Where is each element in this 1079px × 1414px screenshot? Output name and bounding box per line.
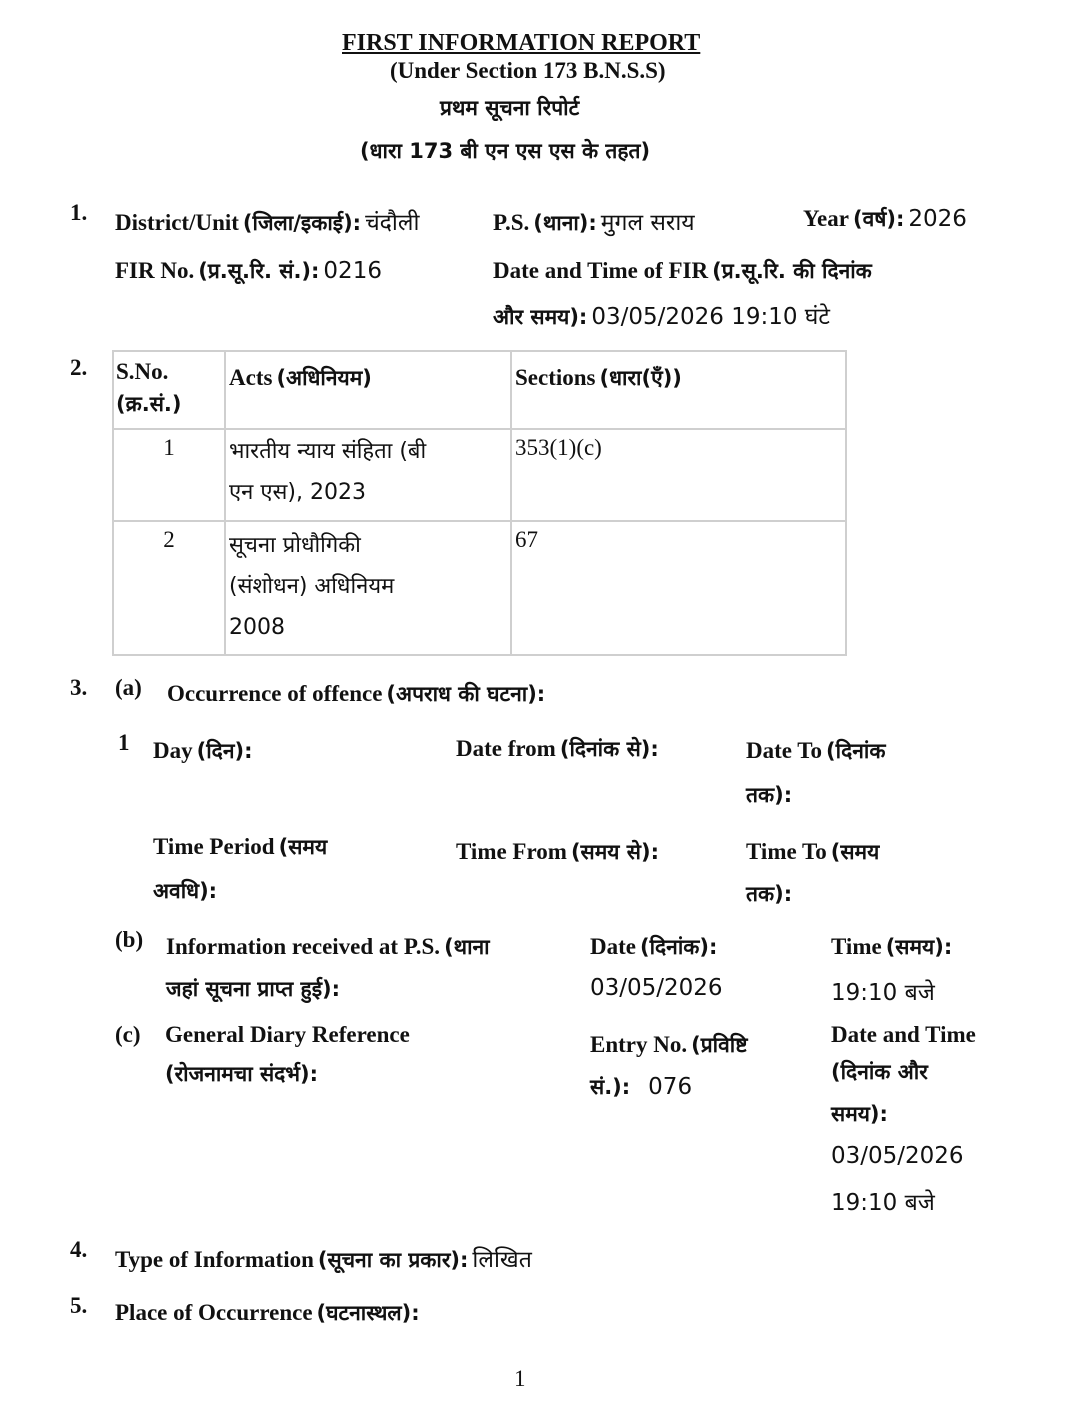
row-2-section <box>511 521 846 655</box>
time-from-field <box>456 838 659 866</box>
entry-number-value-field <box>590 1073 692 1101</box>
gd-date-value: 03/05/2026 <box>831 1143 964 1169</box>
ps-value: मुगल सराय <box>600 210 695 236</box>
time-period-label-hindi-2: अवधि): <box>153 879 218 903</box>
year-value: 2026 <box>908 206 967 232</box>
date-to-label-hindi-2: तक): <box>746 783 793 807</box>
time-to-field <box>746 838 879 866</box>
info-received-label-hindi-2: जहां सूचना प्राप्त हुई): <box>166 977 341 1001</box>
entry-number-label-hindi-2: सं.): <box>590 1075 631 1099</box>
gd-datetime-label-hindi-2: समय): <box>831 1102 888 1126</box>
day-label-hindi: (दिन): <box>196 739 253 763</box>
info-date-value: 03/05/2026 <box>590 975 723 1001</box>
section-1-number: 1. <box>70 200 88 225</box>
general-diary-label-hindi: (रोजनामचा संदर्भ): <box>165 1062 319 1086</box>
row-2-act-line-3: 2008 <box>229 615 285 640</box>
section-3-number: 3. <box>70 675 88 700</box>
district-value: चंदौली <box>365 210 420 236</box>
info-time-label: Time <box>831 934 882 959</box>
date-from-label-hindi: (दिनांक से): <box>559 737 659 761</box>
info-date-label-hindi: (दिनांक): <box>639 935 718 959</box>
report-subtitle: (Under Section 173 B.N.S.S) <box>390 58 666 83</box>
day-label: Day <box>153 738 193 763</box>
time-period-field <box>153 833 327 861</box>
fir-datetime-label <box>493 257 872 285</box>
district-label-hindi: (जिला/इकाई): <box>242 211 362 235</box>
entry-number-label: Entry No. <box>590 1032 688 1057</box>
fir-datetime-value: 03/05/2026 19:10 घंटे <box>591 304 830 330</box>
info-time-value: 19:10 बजे <box>831 980 935 1006</box>
report-subtitle-hindi: (धारा 173 बी एन एस एस के तहत) <box>360 139 651 163</box>
fir-label: FIR No. <box>115 258 195 283</box>
occurrence-row-number: 1 <box>118 730 130 755</box>
entry-number-label-hindi: (प्रविष्टि <box>691 1033 748 1057</box>
row-1-section <box>511 429 846 521</box>
day-field <box>153 737 252 765</box>
ps-label-hindi: (थाना): <box>533 211 597 235</box>
page-number: 1 <box>514 1366 526 1391</box>
occurrence-heading <box>167 680 545 708</box>
time-to-label-hindi-2: तक): <box>746 882 793 906</box>
row-1-section-value: 353(1)(c) <box>515 435 602 460</box>
date-to-label: Date To <box>746 738 823 763</box>
occurrence-label: Occurrence of offence <box>167 681 383 706</box>
header-acts <box>225 351 511 429</box>
section-3c-marker: (c) <box>115 1022 141 1047</box>
row-2-section-value: 67 <box>515 527 538 552</box>
time-from-label: Time From <box>456 839 567 864</box>
row-1-act-line-1: भारतीय न्याय संहिता (बी <box>229 439 427 464</box>
info-type-label: Type of Information <box>115 1247 314 1272</box>
header-sections-label-hindi: (धारा(एँ)) <box>599 366 682 390</box>
row-1-act-line-2: एन एस), 2023 <box>229 480 366 505</box>
header-acts-label-hindi: (अधिनियम) <box>276 366 372 390</box>
row-2-act <box>225 521 511 655</box>
row-1-act <box>225 429 511 521</box>
header-sno <box>113 351 225 429</box>
gd-time-value: 19:10 बजे <box>831 1190 935 1216</box>
fir-datetime-label-hindi: (प्र.सू.रि. की दिनांक <box>712 259 872 283</box>
info-received-label: Information received at P.S. <box>166 934 441 959</box>
row-2-act-line-1: सूचना प्रोधौगिकी <box>229 533 361 558</box>
year-label: Year <box>803 206 849 231</box>
date-from-field <box>456 735 659 763</box>
time-to-label: Time To <box>746 839 827 864</box>
header-sections <box>511 351 846 429</box>
info-time-field <box>831 933 952 961</box>
info-type-value: लिखित <box>472 1247 532 1273</box>
header-sections-label: Sections <box>515 365 596 390</box>
fir-datetime-field <box>493 299 830 331</box>
row-1-sno-value: 1 <box>163 435 175 460</box>
row-2-sno-value: 2 <box>163 527 175 552</box>
report-title-hindi: प्रथम सूचना रिपोर्ट <box>440 96 580 120</box>
police-station-field <box>493 205 695 237</box>
gd-datetime-label: Date and Time <box>831 1022 976 1047</box>
section-3b-marker: (b) <box>115 927 144 952</box>
report-title: FIRST INFORMATION REPORT <box>342 30 701 56</box>
year-field <box>803 205 967 233</box>
year-label-hindi: (वर्ष): <box>852 207 905 231</box>
fir-datetime-label-hindi-2: और समय): <box>493 305 588 329</box>
time-period-label: Time Period <box>153 834 275 859</box>
info-date-field <box>590 933 717 961</box>
date-to-label-hindi: (दिनांक <box>826 739 886 763</box>
fir-number-field <box>115 257 382 285</box>
header-acts-label: Acts <box>229 365 273 390</box>
time-period-label-hindi: (समय <box>278 835 328 859</box>
time-to-label-hindi: (समय <box>830 840 880 864</box>
date-to-field <box>746 737 885 765</box>
section-4-number: 4. <box>70 1237 88 1262</box>
place-of-occurrence-label-hindi: (घटनास्थल): <box>316 1301 420 1325</box>
fir-datetime-label-en: Date and Time of FIR <box>493 258 709 283</box>
table-header-row <box>113 351 846 429</box>
table-row <box>113 521 846 655</box>
general-diary-label: General Diary Reference <box>165 1022 410 1047</box>
row-1-sno <box>113 429 225 521</box>
info-time-label-hindi: (समय): <box>885 935 953 959</box>
occurrence-label-hindi: (अपराध की घटना): <box>386 682 546 706</box>
row-2-sno <box>113 521 225 655</box>
district-field <box>115 205 419 237</box>
date-from-label: Date from <box>456 736 556 761</box>
district-label: District/Unit <box>115 210 239 235</box>
section-3a-marker: (a) <box>115 675 142 700</box>
info-received-label-hindi: (थाना <box>444 935 490 959</box>
info-type-field <box>115 1242 532 1274</box>
place-of-occurrence-field <box>115 1299 420 1327</box>
row-2-act-line-2: (संशोधन) अधिनियम <box>229 574 395 599</box>
info-received-field <box>166 933 490 961</box>
entry-number-value: 076 <box>648 1074 693 1100</box>
fir-value: 0216 <box>323 258 382 284</box>
time-from-label-hindi: (समय से): <box>570 840 659 864</box>
section-2-number: 2. <box>70 355 88 380</box>
header-sno-label: S.No. <box>116 359 169 384</box>
entry-number-field <box>590 1031 748 1059</box>
ps-label: P.S. <box>493 210 530 235</box>
table-row <box>113 429 846 521</box>
info-type-label-hindi: (सूचना का प्रकार): <box>317 1248 469 1272</box>
gd-datetime-label-hindi: (दिनांक और <box>831 1060 928 1084</box>
acts-table <box>112 350 847 656</box>
place-of-occurrence-label: Place of Occurrence <box>115 1300 313 1325</box>
section-5-number: 5. <box>70 1293 88 1318</box>
header-sno-label-hindi: (क्र.सं.) <box>116 392 182 416</box>
info-date-label: Date <box>590 934 636 959</box>
fir-label-hindi: (प्र.सू.रि. सं.): <box>198 259 320 283</box>
